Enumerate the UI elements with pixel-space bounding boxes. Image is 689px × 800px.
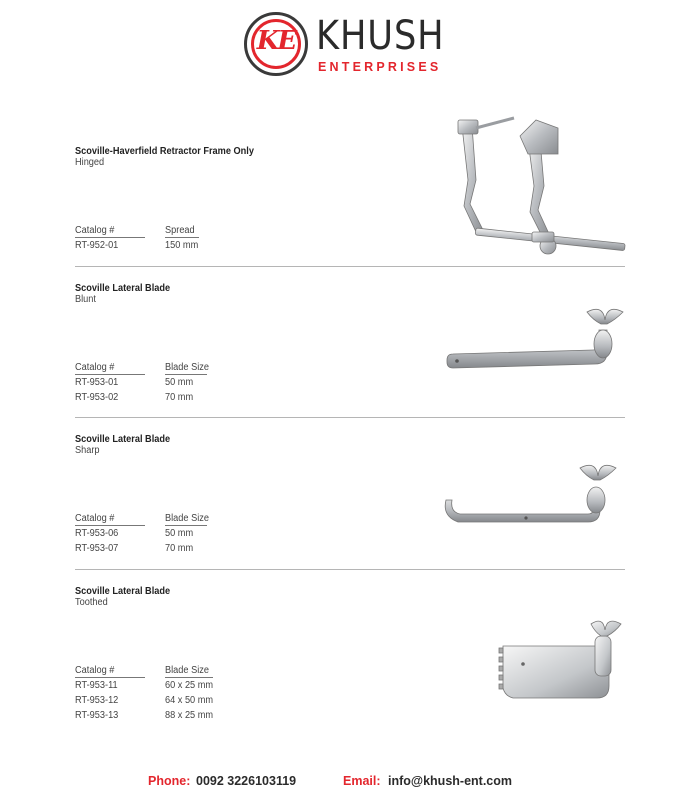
retractor-frame-illustration xyxy=(440,110,630,260)
header-rule xyxy=(165,237,199,238)
phone-label: Phone: xyxy=(148,774,191,788)
header-rule xyxy=(75,237,145,238)
catalog-number: RT-953-07 xyxy=(75,543,119,554)
phone-number[interactable]: 0092 3226103119 xyxy=(196,774,297,788)
blade-size-value: 70 mm xyxy=(165,543,194,554)
product-title: Scoville Lateral Blade xyxy=(75,434,171,445)
section-divider xyxy=(75,417,625,418)
blade-size-value: 88 x 25 mm xyxy=(165,710,214,721)
product-title: Scoville Lateral Blade xyxy=(75,586,171,597)
sharp-blade-illustration xyxy=(440,456,630,538)
product-subtitle: Toothed xyxy=(75,597,108,608)
brand-logo xyxy=(244,12,454,78)
header-rule xyxy=(75,525,145,526)
header-rule xyxy=(165,374,207,375)
header-rule xyxy=(165,525,207,526)
column-header-catalog: Catalog # xyxy=(75,513,115,524)
catalog-number: RT-953-06 xyxy=(75,528,119,539)
product-subtitle: Hinged xyxy=(75,157,105,168)
catalog-number: RT-953-13 xyxy=(75,710,119,721)
catalog-number: RT-952-01 xyxy=(75,240,119,251)
toothed-blade-illustration xyxy=(495,614,630,704)
blade-size-value: 50 mm xyxy=(165,528,194,539)
blunt-blade-illustration xyxy=(445,300,630,380)
brand-name: KHUSH xyxy=(316,13,445,59)
column-header-blade-size: Blade Size xyxy=(165,665,209,676)
column-header-catalog: Catalog # xyxy=(75,362,115,373)
blade-size-value: 64 x 50 mm xyxy=(165,695,214,706)
spread-value: 150 mm xyxy=(165,240,199,251)
product-title: Scoville-Haverfield Retractor Frame Only xyxy=(75,146,254,157)
column-header-blade-size: Blade Size xyxy=(165,513,209,524)
product-subtitle: Sharp xyxy=(75,445,100,456)
product-subtitle: Blunt xyxy=(75,294,96,305)
column-header-catalog: Catalog # xyxy=(75,225,115,236)
catalog-number: RT-953-11 xyxy=(75,680,118,691)
catalog-number: RT-953-12 xyxy=(75,695,119,706)
logo-monogram: KE xyxy=(256,26,296,56)
blade-size-value: 50 mm xyxy=(165,377,194,388)
product-title: Scoville Lateral Blade xyxy=(75,283,171,294)
column-header-blade-size: Blade Size xyxy=(165,362,209,373)
header-rule xyxy=(165,677,213,678)
catalog-number: RT-953-01 xyxy=(75,377,119,388)
email-address[interactable]: info@khush-ent.com xyxy=(388,774,512,788)
email-label: Email: xyxy=(343,774,381,788)
blade-size-value: 70 mm xyxy=(165,392,194,403)
column-header-spread: Spread xyxy=(165,225,195,236)
blade-size-value: 60 x 25 mm xyxy=(165,680,214,691)
catalog-number: RT-953-02 xyxy=(75,392,119,403)
section-divider xyxy=(75,569,625,570)
header-rule xyxy=(75,677,145,678)
column-header-catalog: Catalog # xyxy=(75,665,115,676)
brand-tagline: ENTERPRISES xyxy=(318,60,442,74)
section-divider xyxy=(75,266,625,267)
header-rule xyxy=(75,374,145,375)
